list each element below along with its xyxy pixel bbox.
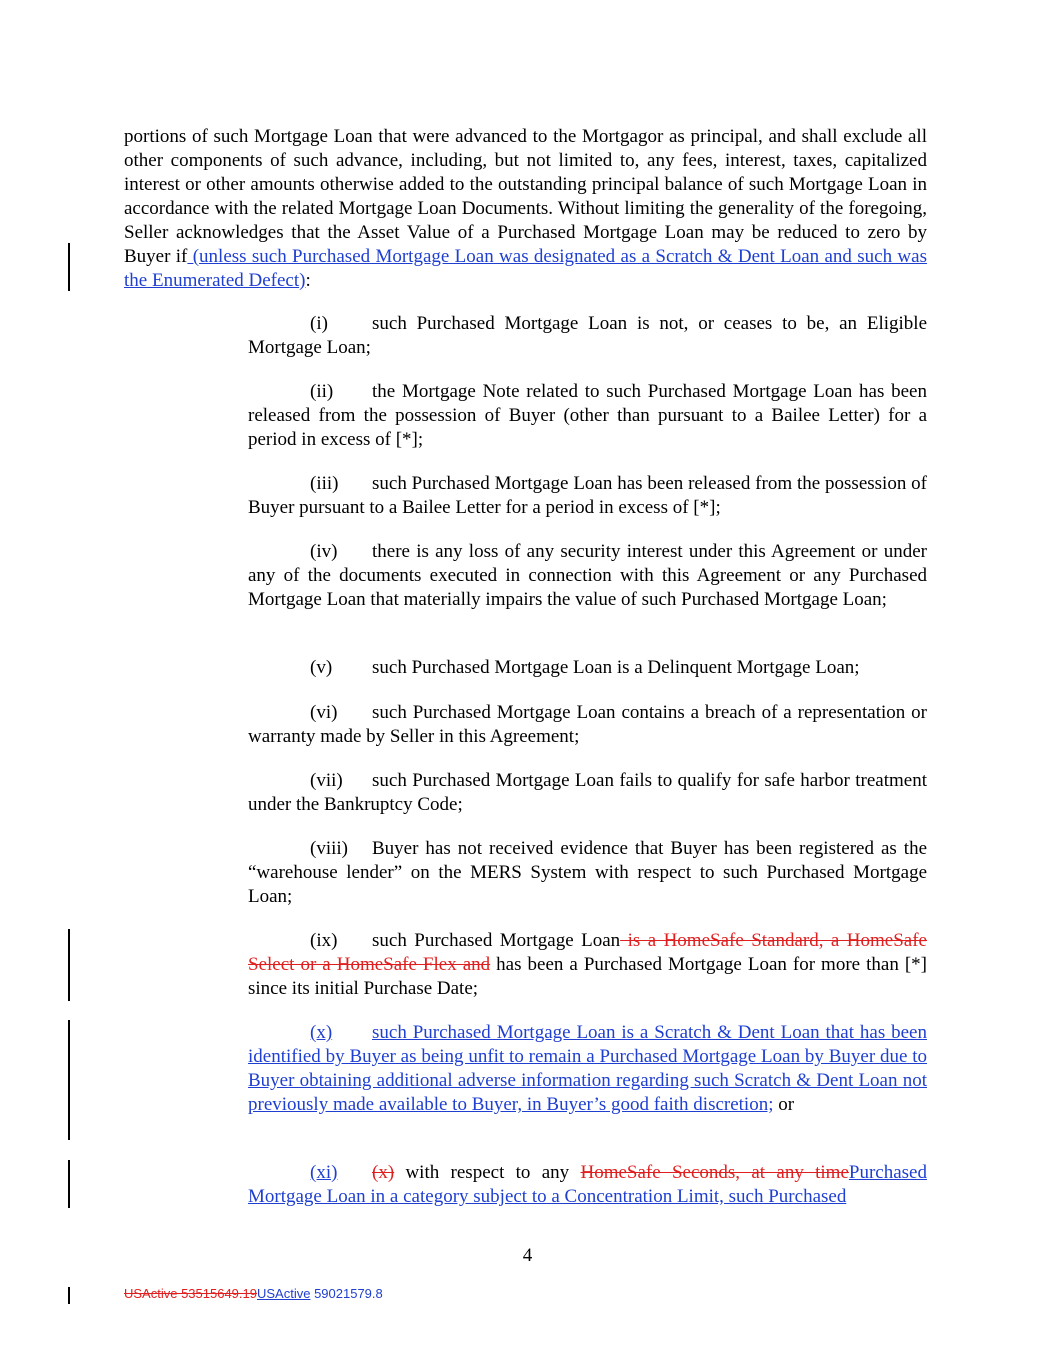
- inserted-text: such Purchased Mortgage Loan is a Scratch & Dent Loan that has been identified by Buyer as being unfit to remain a Purchased Mortgage Loan by Buyer due to Buyer obtaining additional adverse information regarding such Scratch & Dent Loan not previously made available to Buyer, in Buyer’s good faith discretion;: [248, 1022, 927, 1115]
- footer-doc-id: USActive 53515649.19USActive 59021579.8: [124, 1286, 383, 1301]
- list-item: (vi) such Purchased Mortgage Loan contains a breach of a representation or warranty made by Seller in this Agreement;: [248, 702, 927, 747]
- deleted-text: is a HomeSafe Standard, a HomeSafe Select or a HomeSafe Flex and: [248, 930, 927, 975]
- change-bar: [68, 1287, 70, 1304]
- list-item: (viii) Buyer has not received evidence that Buyer has been registered as the “warehouse lender” on the MERS System with respect to such Purchased Mortgage Loan;: [248, 838, 927, 907]
- list-item: (vii) such Purchased Mortgage Loan fails to qualify for safe harbor treatment under the Bankruptcy Code;: [248, 770, 927, 815]
- change-bar: [68, 243, 70, 291]
- inserted-text: Purchased Mortgage Loan in a category subject to a Concentration Limit, such Purchased: [248, 1162, 927, 1207]
- list-item: (ii) the Mortgage Note related to such Purchased Mortgage Loan has been released from the possession of Buyer (other than pursuant to a Bailee Letter) for a period in excess of [*];: [248, 381, 927, 450]
- inserted-text: (unless such Purchased Mortgage Loan was designated as a Scratch & Dent Loan and such was the Enumerated Defect): [124, 246, 927, 291]
- list-item: (iii) such Purchased Mortgage Loan has been released from the possession of Buyer pursuant to a Bailee Letter for a period in excess of [*];: [248, 473, 927, 518]
- change-bar: [68, 1020, 70, 1140]
- list-item: (i) such Purchased Mortgage Loan is not, or ceases to be, an Eligible Mortgage Loan;: [248, 313, 927, 358]
- list-item: (iv) there is any loss of any security interest under this Agreement or under any of the documents executed in connection with this Agreement or any Purchased Mortgage Loan that materially impairs the value of such Purchased Mortgage Loan;: [248, 541, 927, 610]
- list-item-x: (x) such Purchased Mortgage Loan is a Scratch & Dent Loan that has been identified by Buyer as being unfit to remain a Purchased Mortgage Loan by Buyer due to Buyer obtaining additional adverse information regarding such Scratch & Dent Loan not previously made available to Buyer, in Buyer’s good faith discretion; or: [248, 1022, 927, 1115]
- change-bar: [68, 1160, 70, 1208]
- list-item: (v) such Purchased Mortgage Loan is a Delinquent Mortgage Loan;: [310, 657, 860, 678]
- deleted-text: (x): [372, 1162, 395, 1183]
- list-item-xi: (xi) (x) with respect to any HomeSafe Seconds, at any timePurchased Mortgage Loan in a category subject to a Concentration Limit, such Purchased: [248, 1162, 927, 1207]
- intro-paragraph: portions of such Mortgage Loan that were advanced to the Mortgagor as principal, and shall exclude all other components of such advance, including, but not limited to, any fees, interest, taxes, capitalized interest or other amounts otherwise added to the outstanding principal balance of such Mortgage Loan in accordance with the related Mortgage Loan Documents. Without limiting the generality of the foregoing, Seller acknowledges that the Asset Value of a Purchased Mortgage Loan may be reduced to zero by Buyer if (unless such Purchased Mortgage Loan was designated as a Scratch & Dent Loan and such was the Enumerated Defect):: [124, 126, 927, 291]
- deleted-text: HomeSafe Seconds, at any time: [580, 1162, 849, 1183]
- list-item-ix: (ix) such Purchased Mortgage Loan is a HomeSafe Standard, a HomeSafe Select or a HomeSafe Flex and has been a Purchased Mortgage Loan for more than [*] since its initial Purchase Date;: [248, 930, 927, 999]
- page-number: 4: [522, 1245, 533, 1266]
- change-bar: [68, 929, 70, 1001]
